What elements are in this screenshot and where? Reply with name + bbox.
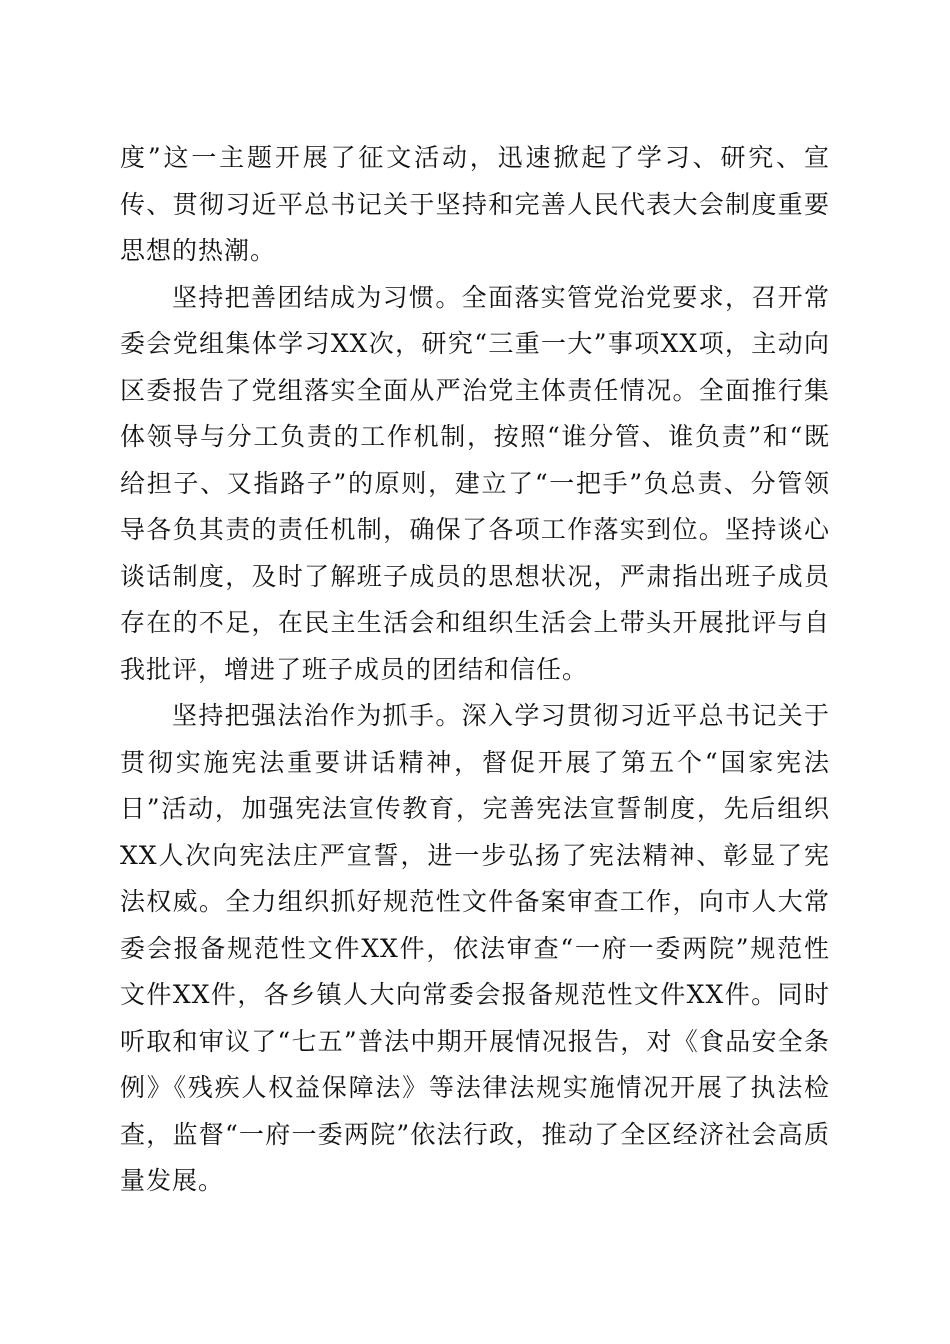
- paragraph-rule-of-law: 坚持把强法治作为抓手。深入学习贯彻习近平总书记关于贯彻实施宪法重要讲话精神，督促开展了第五个“国家宪法日”活动，加强宪法宣传教育，完善宪法宣誓制度，先后组织XX人次向宪法庄严宣誓，进一步弘扬了宪法精神、彰显了宪法权威。全力组织抓好规范性文件备案审查工作，向市人大常委会报备规范性文件XX件，依法审查“一府一委两院”规范性文件XX件，各乡镇人大向常委会报备规范性文件XX件。同时听取和审议了“七五”普法中期开展情况报告，对《食品安全条例》《残疾人权益保障法》等法律法规实施情况开展了执法检查，监督“一府一委两院”依法行政，推动了全区经济社会高质量发展。: [120, 701, 830, 1195]
- paragraph-unity: 坚持把善团结成为习惯。全面落实管党治党要求，召开常委会党组集体学习XX次，研究“三重一大”事项XX项，主动向区委报告了党组落实全面从严治党主体责任情况。全面推行集体领导与分工负责的工作机制，按照“谁分管、谁负责”和“既给担子、又指路子”的原则，建立了“一把手”负总责、分管领导各负其责的责任机制，确保了各项工作落实到位。坚持谈心谈话制度，及时了解班子成员的思想状况，严肃指出班子成员存在的不足，在民主生活会和组织生活会上带头开展批评与自我批评，增进了班子成员的团结和信任。: [120, 282, 830, 684]
- document-body: [120, 135, 830, 1205]
- paragraph-continuation: 度”这一主题开展了征文活动，迅速掀起了学习、研究、宣传、贯彻习近平总书记关于坚持和完善人民代表大会制度重要思想的热潮。: [120, 143, 830, 265]
